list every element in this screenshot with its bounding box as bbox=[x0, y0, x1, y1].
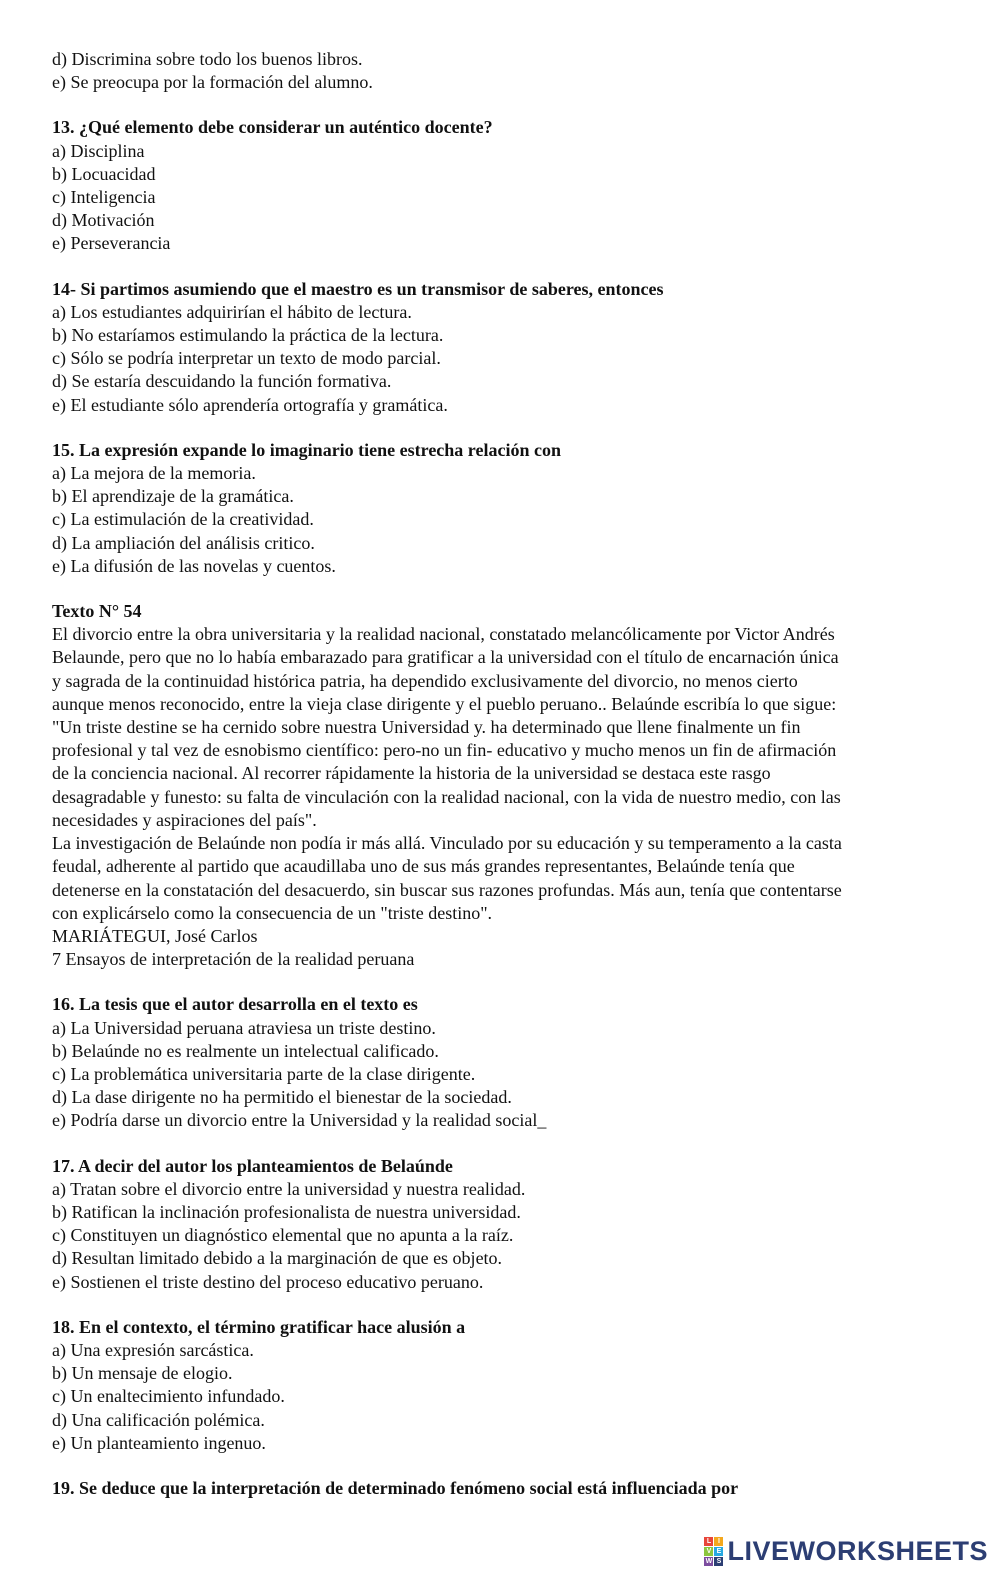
passage-line: de la conciencia nacional. Al recorrer rápidamente la historia de la universidad se destaca este rasgo bbox=[52, 763, 771, 784]
option-line[interactable]: b) Locuacidad bbox=[52, 163, 156, 184]
option-line[interactable]: e) Sostienen el triste destino del proceso educativo peruano. bbox=[52, 1271, 484, 1292]
option-line[interactable]: d) Se estaría descuidando la función formativa. bbox=[52, 371, 392, 392]
question-title: 13. ¿Qué elemento debe considerar un auténtico docente? bbox=[52, 117, 493, 138]
option-line[interactable]: a) Tratan sobre el divorcio entre la universidad y nuestra realidad. bbox=[52, 1178, 526, 1199]
passage-line: necesidades y aspiraciones del país". bbox=[52, 809, 317, 830]
option-line[interactable]: b) Belaúnde no es realmente un intelectual calificado. bbox=[52, 1040, 439, 1061]
option-line[interactable]: b) El aprendizaje de la gramática. bbox=[52, 486, 294, 507]
passage-line: y sagrada de la continuidad histórica patria, ha dependido exclusivamente del divorcio, no menos cierto bbox=[52, 670, 798, 691]
option-line[interactable]: e) Perseverancia bbox=[52, 233, 171, 254]
passage-title: Texto N° 54 bbox=[52, 601, 142, 622]
passage-line: profesional y tal vez de esnobismo científico: pero-no un fin- educativo y mucho menos un fin de afirmación bbox=[52, 740, 837, 761]
question-16 bbox=[52, 993, 952, 1132]
reading-passage bbox=[52, 600, 952, 971]
question-title: 15. La expresión expande lo imaginario tiene estrecha relación con bbox=[52, 439, 561, 460]
option-line[interactable]: a) Una expresión sarcástica. bbox=[52, 1339, 254, 1360]
question-19 bbox=[52, 1477, 952, 1500]
question-14 bbox=[52, 278, 952, 417]
option-line[interactable]: c) Constituyen un diagnóstico elemental que no apunta a la raíz. bbox=[52, 1225, 514, 1246]
question-title: 14- Si partimos asumiendo que el maestro es un transmisor de saberes, entonces bbox=[52, 278, 664, 299]
passage-line: detenerse en la constatación del desacuerdo, sin buscar sus razones profundas. Más aun, tenía que contentarse bbox=[52, 879, 842, 900]
option-line[interactable]: b) Ratifican la inclinación profesionalista de nuestra universidad. bbox=[52, 1201, 521, 1222]
logo-cell: S bbox=[714, 1557, 723, 1566]
question-13 bbox=[52, 116, 952, 255]
option-line[interactable]: a) Disciplina bbox=[52, 140, 145, 161]
logo-grid-icon bbox=[704, 1537, 723, 1566]
option-line[interactable]: d) Motivación bbox=[52, 210, 155, 231]
option-line[interactable]: e) La difusión de las novelas y cuentos. bbox=[52, 555, 336, 576]
option-line[interactable]: e) Un planteamiento ingenuo. bbox=[52, 1432, 266, 1453]
question-15 bbox=[52, 439, 952, 578]
liveworksheets-logo[interactable] bbox=[704, 1534, 988, 1568]
logo-cell: E bbox=[714, 1547, 723, 1556]
question-title: 19. Se deduce que la interpretación de determinado fenómeno social está influenciada por bbox=[52, 1477, 739, 1498]
logo-cell: L bbox=[704, 1537, 713, 1546]
passage-book: 7 Ensayos de interpretación de la realidad peruana bbox=[52, 949, 415, 970]
passage-line: aunque menos reconocido, entre la vieja clase dirigente y el pueblo peruano.. Belaúnde escribía lo que sigue: bbox=[52, 693, 837, 714]
passage-line: feudal, adherente al partido que acaudillaba uno de sus más grandes representantes, Belaúnde tenía que bbox=[52, 856, 795, 877]
passage-author: MARIÁTEGUI, José Carlos bbox=[52, 925, 258, 946]
logo-cell: W bbox=[705, 1557, 713, 1565]
passage-line: Belaunde, pero que no lo había embarazado para gratificar a la universidad con el título de encarnación única bbox=[52, 647, 839, 668]
option-line[interactable]: a) Los estudiantes adquirirían el hábito de lectura. bbox=[52, 301, 412, 322]
passage-line: "Un triste destine se ha cernido sobre nuestra Universidad y. ha determinado que llene finalmente un fin bbox=[52, 717, 801, 738]
question-17 bbox=[52, 1155, 952, 1294]
logo-text: LIVEWORKSHEETS bbox=[727, 1535, 988, 1566]
option-line[interactable]: c) Un enaltecimiento infundado. bbox=[52, 1386, 285, 1407]
question-title: 17. A decir del autor los planteamientos de Belaúnde bbox=[52, 1155, 453, 1176]
option-line[interactable]: e) El estudiante sólo aprendería ortografía y gramática. bbox=[52, 394, 448, 415]
previous-question-options bbox=[52, 48, 952, 94]
option-line[interactable]: c) La problemática universitaria parte de la clase dirigente. bbox=[52, 1063, 476, 1084]
option-line[interactable]: a) La mejora de la memoria. bbox=[52, 463, 256, 484]
option-line[interactable]: c) La estimulación de la creatividad. bbox=[52, 509, 314, 530]
passage-line: El divorcio entre la obra universitaria y la realidad nacional, constatado melancólicamente por Victor Andrés bbox=[52, 624, 835, 645]
option-line[interactable]: d) Una calificación polémica. bbox=[52, 1409, 265, 1430]
option-line[interactable]: c) Inteligencia bbox=[52, 187, 156, 208]
question-title: 16. La tesis que el autor desarrolla en el texto es bbox=[52, 994, 418, 1015]
logo-cell: I bbox=[714, 1537, 723, 1546]
option-line[interactable]: b) No estaríamos estimulando la práctica de la lectura. bbox=[52, 325, 444, 346]
option-line[interactable]: b) Un mensaje de elogio. bbox=[52, 1363, 233, 1384]
option-line[interactable]: d) La ampliación del análisis critico. bbox=[52, 532, 315, 553]
passage-line: con explicárselo como la consecuencia de un "triste destino". bbox=[52, 902, 493, 923]
option-line[interactable]: d) Resultan limitado debido a la marginación de que es objeto. bbox=[52, 1248, 503, 1269]
question-title: 18. En el contexto, el término gratificar hace alusión a bbox=[52, 1316, 466, 1337]
option-line[interactable]: c) Sólo se podría interpretar un texto de modo parcial. bbox=[52, 348, 441, 369]
option-line[interactable]: d) La dase dirigente no ha permitido el bienestar de la sociedad. bbox=[52, 1087, 512, 1108]
question-18 bbox=[52, 1316, 952, 1455]
passage-line: La investigación de Belaúnde non podía ir más allá. Vinculado por su educación y su temperamento a la casta bbox=[52, 833, 842, 854]
logo-cell: V bbox=[704, 1547, 713, 1556]
option-line[interactable]: a) La Universidad peruana atraviesa un triste destino. bbox=[52, 1017, 436, 1038]
option-line[interactable]: d) Discrimina sobre todo los buenos libros. bbox=[52, 49, 363, 69]
option-line[interactable]: e) Podría darse un divorcio entre la Universidad y la realidad social_ bbox=[52, 1110, 547, 1131]
option-line[interactable]: e) Se preocupa por la formación del alumno. bbox=[52, 72, 373, 93]
passage-line: desagradable y funesto: su falta de vinculación con la realidad nacional, con la vida de nuestro medio, con las bbox=[52, 786, 841, 807]
worksheet-page bbox=[52, 48, 952, 1500]
